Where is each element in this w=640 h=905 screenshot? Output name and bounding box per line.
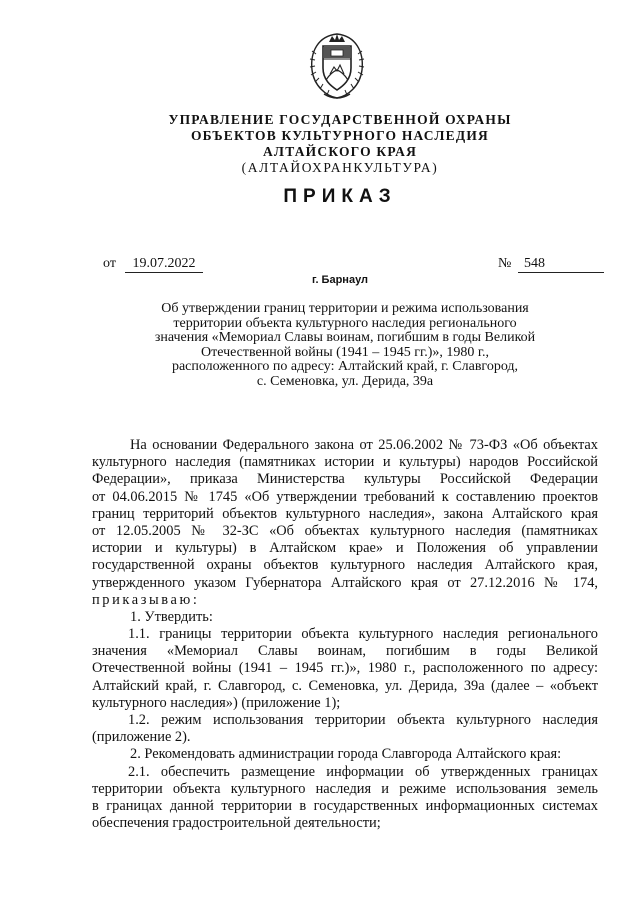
order-date: 19.07.2022 — [125, 256, 203, 273]
body-line: государственной охраны объектов культурного наследия Алтайского края, — [92, 557, 598, 574]
document-type-title: ПРИКАЗ — [283, 186, 397, 207]
body-item-1: 1. Утвердить: — [130, 608, 213, 625]
order-body — [92, 437, 598, 832]
body-line: Алтайский край, г. Славгород, с. Семеновка, ул. Дерида, 39а (далее – «объект — [92, 677, 598, 694]
number-prefix: № — [498, 256, 512, 271]
subject-line: значения «Мемориал Славы воинам, погибшим в годы Великой — [154, 330, 536, 345]
order-number: 548 — [518, 256, 604, 273]
date-prefix: от — [103, 256, 116, 271]
org-name-line1: УПРАВЛЕНИЕ ГОСУДАРСТВЕННОЙ ОХРАНЫ — [168, 112, 512, 127]
subject-line: с. Семеновка, ул. Дерида, 39а — [256, 373, 434, 389]
body-line: обеспечения градостроительной деятельности; — [92, 815, 381, 832]
altai-krai-coat-of-arms-icon — [304, 28, 370, 102]
body-line: границ территорий объектов культурного наследия», закона Алтайского края — [92, 505, 598, 522]
body-item-2: 2. Рекомендовать администрации города Славгорода Алтайского края: — [130, 746, 562, 763]
body-line: утвержденного указом Губернатора Алтайского края от 27.12.2016 № 174, — [92, 574, 598, 591]
body-line: истории и культуры) в Алтайском крае» и Положения об управлении — [92, 540, 598, 557]
body-line: культурного наследия (памятниках истории и культуры) народов Российской — [92, 454, 598, 471]
body-line: (приложение 2). — [92, 729, 191, 746]
body-line: значения «Мемориал Славы воинам, погибшим в годы Великой — [92, 643, 598, 660]
body-line: территории объекта культурного наследия и режиме использования земель — [92, 780, 598, 797]
body-line: от 04.06.2015 № 1745 «Об утверждении требований к составлению проектов — [92, 488, 598, 505]
issue-city: г. Барнаул — [311, 274, 369, 286]
body-line: Отечественной войны (1941 – 1945 гг.)», 1980 г., расположенного по адресу: — [92, 660, 598, 677]
body-item-1-2: 1.2. режим использования территории объекта культурного наследия — [128, 712, 598, 728]
subject-line: территории объекта культурного наследия регионального — [173, 315, 517, 331]
body-line-order-word: приказываю: — [92, 591, 200, 608]
order-subject — [130, 302, 560, 389]
body-line: культурного наследия») (приложение 1); — [92, 694, 341, 711]
body-item-1-1: 1.1. границы территории объекта культурного наследия регионального — [128, 626, 598, 643]
org-abbreviation: (АЛТАЙОХРАНКУЛЬТУРА) — [241, 160, 439, 175]
subject-line: Отечественной войны (1941 – 1945 гг.)», 1980 г., — [200, 344, 490, 360]
subject-line: расположенного по адресу: Алтайский край, г. Славгород, — [171, 359, 519, 374]
body-line: Федерации», приказа Министерства культуры Российской Федерации — [92, 471, 598, 488]
body-item-2-1: 2.1. обеспечить размещение информации об утвержденных границах — [128, 763, 598, 780]
org-name-line3: АЛТАЙСКОГО КРАЯ — [262, 144, 418, 159]
body-line: в границах данной территории в государственных информационных системах — [92, 797, 598, 814]
body-line: На основании Федерального закона от 25.06.2002 № 73-ФЗ «Об объектах — [130, 437, 598, 453]
subject-line: Об утверждении границ территории и режима использования — [161, 301, 529, 316]
body-line: от 12.05.2005 № 32-ЗС «Об объектах культурного наследия (памятниках — [92, 522, 598, 539]
org-name-line2: ОБЪЕКТОВ КУЛЬТУРНОГО НАСЛЕДИЯ — [190, 128, 490, 143]
